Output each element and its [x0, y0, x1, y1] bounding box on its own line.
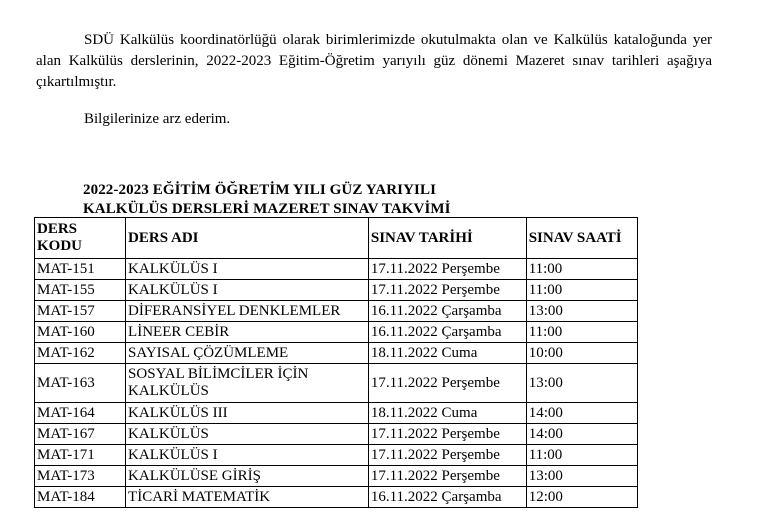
exam-time-cell: 13:00: [526, 364, 637, 403]
header-exam-time: SINAV SAATİ: [526, 218, 637, 259]
table-row: [35, 364, 638, 403]
table-row: [35, 487, 638, 508]
table-row: [35, 403, 638, 424]
course-code-cell: MAT-164: [35, 403, 126, 424]
course-code-cell: MAT-167: [35, 424, 126, 445]
exam-date-cell: 18.11.2022 Cuma: [368, 403, 526, 424]
exam-time-cell: 13:00: [526, 466, 637, 487]
exam-date-cell: 17.11.2022 Perşembe: [368, 445, 526, 466]
header-course-name: DERS ADI: [126, 218, 369, 259]
exam-date-cell: 17.11.2022 Perşembe: [368, 466, 526, 487]
course-name-cell: TİCARİ MATEMATİK: [126, 487, 369, 508]
exam-time-cell: 11:00: [526, 259, 637, 280]
exam-time-cell: 10:00: [526, 343, 637, 364]
table-row: [35, 322, 638, 343]
exam-date-cell: 16.11.2022 Çarşamba: [368, 487, 526, 508]
course-code-cell: MAT-157: [35, 301, 126, 322]
exam-time-cell: 11:00: [526, 445, 637, 466]
exam-time-cell: 13:00: [526, 301, 637, 322]
course-code-cell: MAT-160: [35, 322, 126, 343]
table-row: [35, 343, 638, 364]
table-row: [35, 259, 638, 280]
exam-date-cell: 17.11.2022 Perşembe: [368, 424, 526, 445]
course-name-cell: KALKÜLÜS I: [126, 280, 369, 301]
course-code-cell: MAT-173: [35, 466, 126, 487]
course-name-cell: KALKÜLÜS III: [126, 403, 369, 424]
course-name-cell: LİNEER CEBİR: [126, 322, 369, 343]
table-row: [35, 280, 638, 301]
exam-date-cell: 17.11.2022 Perşembe: [368, 259, 526, 280]
course-name-cell: KALKÜLÜS I: [126, 445, 369, 466]
exam-time-cell: 11:00: [526, 280, 637, 301]
course-name-cell: KALKÜLÜSE GİRİŞ: [126, 466, 369, 487]
exam-schedule-table: [34, 217, 638, 508]
course-code-cell: MAT-184: [35, 487, 126, 508]
table-row: [35, 445, 638, 466]
exam-date-cell: 16.11.2022 Çarşamba: [368, 301, 526, 322]
table-row: [35, 301, 638, 322]
exam-date-cell: 17.11.2022 Perşembe: [368, 364, 526, 403]
exam-time-cell: 14:00: [526, 403, 637, 424]
closing-paragraph: Bilgilerinize arz ederim.: [84, 111, 231, 127]
course-code-cell: MAT-155: [35, 280, 126, 301]
exam-time-cell: 11:00: [526, 322, 637, 343]
course-name-cell: SOSYAL BİLİMCİLER İÇİN KALKÜLÜS: [126, 364, 369, 403]
header-course-code: DERS KODU: [35, 218, 126, 259]
course-code-cell: MAT-171: [35, 445, 126, 466]
table-title-line2: KALKÜLÜS DERSLERİ MAZERET SINAV TAKVİMİ: [83, 201, 451, 217]
course-name-cell: KALKÜLÜS: [126, 424, 369, 445]
table-row: [35, 424, 638, 445]
course-name-cell: SAYISAL ÇÖZÜMLEME: [126, 343, 369, 364]
exam-date-cell: 18.11.2022 Cuma: [368, 343, 526, 364]
exam-date-cell: 17.11.2022 Perşembe: [368, 280, 526, 301]
table-title-line1: 2022-2023 EĞİTİM ÖĞRETİM YILI GÜZ YARIYILI: [83, 182, 437, 198]
exam-time-cell: 12:00: [526, 487, 637, 508]
exam-date-cell: 16.11.2022 Çarşamba: [368, 322, 526, 343]
header-exam-date: SINAV TARİHİ: [368, 218, 526, 259]
course-name-cell: DİFERANSİYEL DENKLEMLER: [126, 301, 369, 322]
exam-time-cell: 14:00: [526, 424, 637, 445]
course-name-cell: KALKÜLÜS I: [126, 259, 369, 280]
table-header-row: [35, 218, 638, 259]
course-code-cell: MAT-162: [35, 343, 126, 364]
table-row: [35, 466, 638, 487]
course-code-cell: MAT-151: [35, 259, 126, 280]
course-code-cell: MAT-163: [35, 364, 126, 403]
intro-paragraph: SDÜ Kalkülüs koordinatörlüğü olarak birimlerimizde okutulmakta olan ve Kalkülüs kataloğunda yer alan Kalkülüs derslerinin, 2022-2023 Eğitim-Öğretim yarıyılı güz dönemi Mazeret sınav tarihleri aşağıya çıkartılmıştır.: [36, 32, 712, 90]
